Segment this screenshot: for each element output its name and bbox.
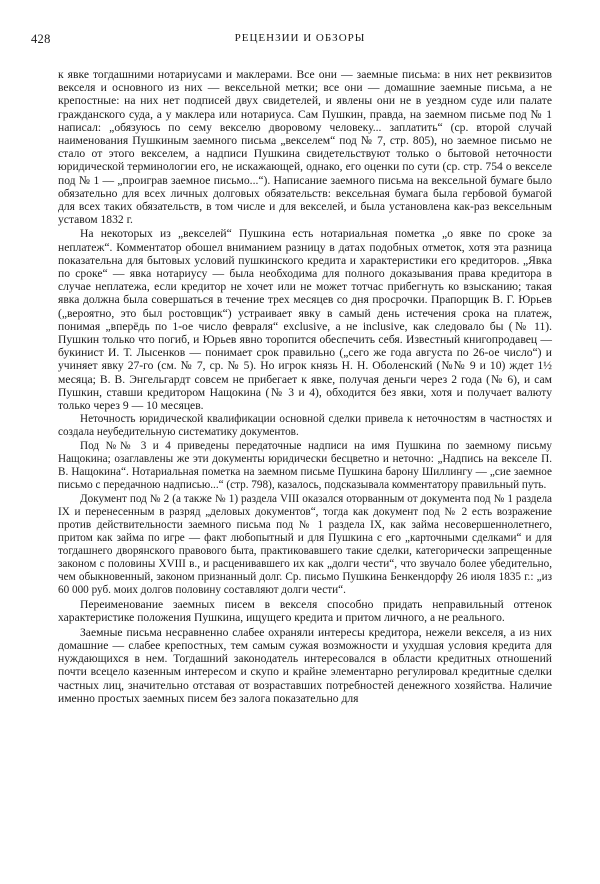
paragraph: Документ под № 2 (а также № 1) раздела VIII оказался оторванным от документа под № 1 раздела IX и перенесенным в разряд „деловых документов“, тогда как документ под № 2 есть возражение против действительности заемного письма под № 1 раздела IX, как займа несовершеннолетнего, притом как займа по игре — факт любопытный и для Пушкина с его „карточными сделками“ и для тогдашнего дворянского правового быта, практиковавшего такие сделки, категорически запрещенные законом с половины XVIII в., и расценивавшего их как „долги чести“, что звучало более убедительно, чем обыкновенный, законом признанный долг. Ср. письмо Пушкина Бенкендорфу 26 июля 1835 г.: „из 60 000 руб. моих долгов половину составляют долги чести“. bbox=[58, 493, 552, 597]
body-text bbox=[58, 68, 552, 706]
page-number: 428 bbox=[31, 32, 51, 46]
running-head: РЕЦЕНЗИИ И ОБЗОРЫ bbox=[234, 32, 366, 44]
paragraph: Под №№ 3 и 4 приведены передаточные надписи на имя Пушкина по заемному письму Нащокина; озаглавлены же эти документы юридически бесцветно и неточно: „Надпись на векселе П. В. Нащокина“. Нотариальная пометка на заемном письме Пушкина барону Шиллингу — „сие заемное письмо с передачною надписью...“ (стр. 798), казалось, подсказывала комментатору правильный путь. bbox=[58, 440, 552, 492]
paragraph: На некоторых из „векселей“ Пушкина есть нотариальная пометка „о явке по сроке за неплатеж“. Комментатор обошел вниманием разницу в датах подобных отметок, хотя эта разница показательна для бытовых условий пушкинского кредита и характеристики его кредиторов. „Явка по сроке“ — явка нотариусу — была необходима для полного доказывания права кредитора в случае неплатежа, если кредитор не хочет или не может тотчас прибегнуть ко взысканию; такая явка должна была совершаться в течение трех месяцев со дня просрочки. Прапорщик В. Г. Юрьев („вероятно, это был ростовщик“) устраивает явку в самый день истечения срока на платеж, понимая „вперёдь по 1-ое число февраля“ exclusive, а не inclusive, как следовало бы (№ 11). Пушкин только что погиб, и Юрьев явно торопится обеспечить себя. Известный книгопродавец — букинист И. Т. Лысенков — понимает срок правильно („сего же года августа по 26-ое число“) и учиняет явку 27-го (см. № 7, ср. № 5). Но игрок князь Н. Н. Оболенский (№№ 9 и 10) ждет 1½ месяца; В. В. Энгельгардт совсем не прибегает к явке, получая деньги через 2 года (№ 6), и сам Пушкин, ставши кредитором Нащокина (№ 3 и 4), обходится без явки, хотя и получает валюту только через 9 — 10 месяцев. bbox=[58, 227, 552, 413]
paragraph: Заемные письма несравненно слабее охраняли интересы кредитора, нежели векселя, а из них домашние — слабее крепостных, тем самым сужая возможности и ухудшая условия кредита для нуждающихся в нем. Тогдашний законодатель интересовался в области кредитных отношений почти всецело казенным интересом и скупо и крайне элементарно регулировал кредитные сделки частных лиц, значительно отставая от возраставших потребностей денежного хозяйства. Наличие именно простых заемных писем без залога показательно для bbox=[58, 625, 552, 705]
page-header bbox=[0, 32, 600, 48]
paragraph: Переименование заемных писем в векселя способно придать неправильный оттенок характеристике положения Пушкина, ищущего кредита и притом личного, а не реального. bbox=[58, 598, 552, 625]
paragraph: Неточность юридической квалификации основной сделки привела к неточностям в частностях и создала неубедительную систематику документов. bbox=[58, 413, 552, 439]
paragraph: к явке тогдашними нотариусами и маклерами. Все они — заемные письма: в них нет реквизитов векселя и основного из них — вексельной метки; все они — домашние заемные письма, а не крепостные: на них нет подписей двух свидетелей, и явлены они не в уездном суде или палате гражданского суда, а у маклера или нотариуса. Сам Пушкин, правда, на заемном письме под № 1 написал: „обязуюсь по сему векселю дворовому человеку... заплатить“ (ср. второй случай наименования Пушкиным заемного письма „векселем“ под № 7, стр. 805), но заемное письмо не стало от этого векселем, а надписи Пушкина свидетельствуют только о бытовой неточности юридической терминологии его, не искажающей, однако, его оценки по сути (ср. стр. 754 о векселе под № 1 — „проиграв заемное письмо...“). Написание заемного письма на вексельной бумаге было обязательно для всех личных долговых обязательств: вексельная бумага была гербовой бумагой для всех таких обязательств, в том числе и для векселей, и была установлена как-раз вексельным уставом 1832 г. bbox=[58, 68, 552, 227]
